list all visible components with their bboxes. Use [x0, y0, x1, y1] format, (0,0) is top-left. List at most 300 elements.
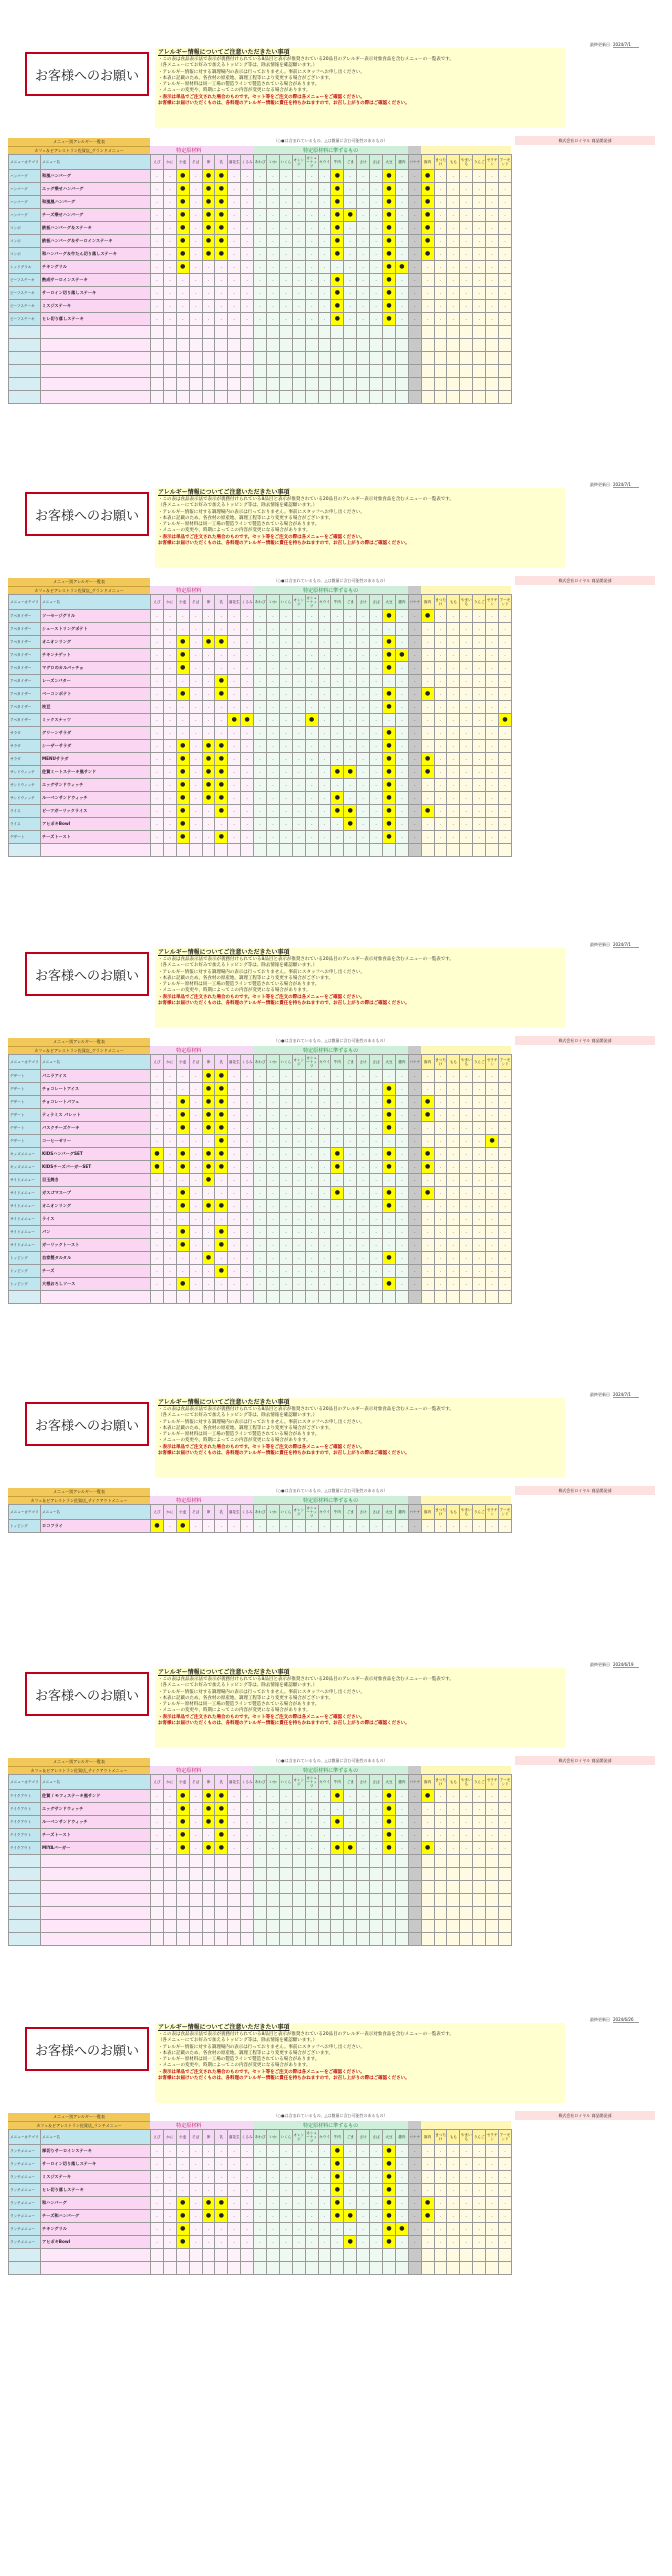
allergen-cell: - [408, 2210, 421, 2223]
allergen-cell [357, 1933, 370, 1946]
row-category [9, 365, 41, 378]
row-menu-name: アヒポキBowl [41, 2236, 151, 2249]
allergen-cell [202, 1894, 215, 1907]
allergen-cell [202, 1933, 215, 1946]
allergen-cell: - [254, 2184, 267, 2197]
empty-row [9, 844, 512, 857]
allergen-cell: - [434, 1829, 447, 1842]
header-allergen: キウイ [318, 1775, 331, 1790]
allergen-cell: - [254, 1122, 267, 1135]
allergen-cell: - [408, 1174, 421, 1187]
allergen-cell: - [241, 1187, 254, 1200]
header-allergen: さけ [357, 1055, 370, 1070]
allergen-cell: - [267, 1265, 280, 1278]
allergen-cell: - [151, 287, 164, 300]
allergen-cell: - [499, 2223, 512, 2236]
allergen-cell: - [318, 753, 331, 766]
allergen-cell: - [473, 2184, 486, 2197]
allergen-cell: - [202, 1213, 215, 1226]
allergen-cell: - [486, 2210, 499, 2223]
header-allergen: ゼラチン [486, 1775, 499, 1790]
allergen-cell: - [279, 1816, 292, 1829]
allergen-cell: - [318, 2223, 331, 2236]
allergen-cell: - [279, 313, 292, 326]
allergen-cell: - [163, 1520, 176, 1533]
allergen-cell: - [279, 1122, 292, 1135]
allergen-cell: - [305, 2223, 318, 2236]
allergen-mark: ● [331, 805, 344, 818]
allergen-cell [318, 2249, 331, 2262]
header-allergen: 鶏肉 [395, 155, 408, 170]
allergen-cell [215, 339, 228, 352]
allergen-mark: ● [383, 2171, 396, 2184]
allergen-cell: - [292, 248, 305, 261]
allergen-cell: - [189, 313, 202, 326]
allergen-cell: - [370, 313, 383, 326]
allergen-cell: - [163, 831, 176, 844]
allergen-cell [241, 1881, 254, 1894]
allergen-cell [228, 1855, 241, 1868]
header-allergen: 小麦 [176, 2130, 189, 2145]
header-allergen: 乳 [215, 1055, 228, 1070]
allergen-cell: - [460, 740, 473, 753]
allergen-cell: - [434, 610, 447, 623]
allergen-cell: - [228, 675, 241, 688]
allergen-cell: - [189, 1226, 202, 1239]
allergen-cell: - [267, 2184, 280, 2197]
allergen-cell: - [241, 649, 254, 662]
allergen-cell: - [473, 235, 486, 248]
allergen-cell: - [292, 261, 305, 274]
allergen-cell: - [344, 1187, 357, 1200]
allergen-cell: - [357, 753, 370, 766]
allergen-mark: ● [421, 2197, 434, 2210]
allergen-cell: - [421, 1278, 434, 1291]
header-allergen: アーモンド [499, 2130, 512, 2145]
allergen-cell: - [383, 1239, 396, 1252]
allergen-cell: - [215, 623, 228, 636]
allergen-cell: - [241, 805, 254, 818]
allergen-cell: - [447, 1520, 460, 1533]
allergen-cell [473, 1920, 486, 1933]
allergen-cell: - [434, 662, 447, 675]
allergen-cell: - [421, 2158, 434, 2171]
allergen-mark: ● [383, 196, 396, 209]
allergen-cell: - [395, 1213, 408, 1226]
allergen-mark: ● [331, 196, 344, 209]
allergen-cell: - [447, 313, 460, 326]
allergen-mark: ● [215, 1829, 228, 1842]
allergen-cell: - [473, 1096, 486, 1109]
allergen-cell: - [318, 688, 331, 701]
allergen-cell [318, 1920, 331, 1933]
allergen-cell: - [434, 261, 447, 274]
allergen-cell: - [434, 1148, 447, 1161]
allergen-cell: - [447, 2223, 460, 2236]
allergen-cell: - [408, 1265, 421, 1278]
allergen-mark: ● [421, 805, 434, 818]
allergen-cell: - [241, 818, 254, 831]
allergen-cell: - [151, 2145, 164, 2158]
allergen-cell: - [254, 779, 267, 792]
header-allergen: さけ [357, 595, 370, 610]
allergen-cell: - [395, 1278, 408, 1291]
allergen-cell [267, 365, 280, 378]
table-row [9, 662, 512, 675]
header-allergen: りんご [473, 1775, 486, 1790]
allergen-cell: - [447, 1122, 460, 1135]
allergen-cell: - [395, 209, 408, 222]
header-allergen: アーモンド [499, 1055, 512, 1070]
row-menu-name [41, 1907, 151, 1920]
allergen-cell: - [254, 688, 267, 701]
header-menu-category: メニューカテゴリ [9, 1505, 41, 1520]
table-row [9, 287, 512, 300]
allergen-cell: - [499, 727, 512, 740]
allergen-cell: - [241, 1278, 254, 1291]
allergen-cell: - [408, 248, 421, 261]
allergen-mark: ● [331, 209, 344, 222]
allergen-cell: - [357, 1122, 370, 1135]
allergen-cell: - [279, 196, 292, 209]
allergen-mark: ● [176, 2223, 189, 2236]
allergen-cell [292, 1291, 305, 1304]
allergen-cell [434, 365, 447, 378]
allergen-cell: - [357, 1816, 370, 1829]
allergen-cell [331, 844, 344, 857]
allergen-cell: - [434, 209, 447, 222]
last-updated-value: 2024/6/19 [613, 1662, 639, 1668]
allergen-cell: - [331, 623, 344, 636]
group-specific-materials: 特定原材料 [150, 1046, 227, 1054]
header-menu-category: メニューカテゴリ [9, 1775, 41, 1790]
allergen-cell: - [202, 610, 215, 623]
allergen-cell: - [254, 287, 267, 300]
allergen-cell: - [228, 300, 241, 313]
allergen-cell: - [267, 714, 280, 727]
allergen-cell: - [267, 2145, 280, 2158]
allergen-cell: - [202, 701, 215, 714]
header-allergen: カシューナッツ [306, 1775, 317, 1789]
row-category: デザート [9, 1122, 41, 1135]
table-row [9, 1239, 512, 1252]
table-header-row [9, 155, 512, 170]
allergen-mark: ● [383, 300, 396, 313]
allergen-cell: - [331, 1226, 344, 1239]
allergen-cell [228, 326, 241, 339]
allergen-cell: - [151, 1252, 164, 1265]
page-title: お客様へのお願い [25, 1672, 149, 1716]
allergen-mark: ● [215, 1161, 228, 1174]
allergen-cell: - [447, 261, 460, 274]
row-category [9, 2262, 41, 2275]
allergen-cell: - [163, 1213, 176, 1226]
allergen-cell: - [370, 300, 383, 313]
allergen-cell [408, 378, 421, 391]
allergen-cell: - [395, 662, 408, 675]
last-updated-label: 最終更新日 [590, 482, 610, 487]
allergen-mark: ● [215, 1148, 228, 1161]
table-row [9, 2171, 512, 2184]
allergen-cell [163, 391, 176, 404]
header-allergen: さば [370, 2130, 383, 2145]
allergen-mark: ● [215, 1096, 228, 1109]
row-category: ランチメニュー [9, 2184, 41, 2197]
allergen-cell: - [421, 1135, 434, 1148]
allergen-cell: - [279, 209, 292, 222]
allergen-cell [434, 326, 447, 339]
allergen-cell [486, 1291, 499, 1304]
allergen-cell: - [202, 1135, 215, 1148]
allergen-cell: - [460, 2223, 473, 2236]
allergen-cell: - [395, 1520, 408, 1533]
allergen-cell [176, 352, 189, 365]
allergen-cell: - [292, 209, 305, 222]
allergen-cell: - [163, 2158, 176, 2171]
allergen-cell: - [434, 300, 447, 313]
allergen-cell [305, 1881, 318, 1894]
notice-line: ・メニューの変更や、時期によってこの内容が変更になる場合があります。 [158, 988, 311, 994]
allergen-cell: - [215, 1520, 228, 1533]
allergen-cell: - [395, 2184, 408, 2197]
allergen-mark: ● [176, 1187, 189, 1200]
allergen-cell: - [344, 779, 357, 792]
allergen-mark: ● [176, 1842, 189, 1855]
allergen-cell [202, 391, 215, 404]
table-row [9, 1803, 512, 1816]
allergen-cell: - [460, 636, 473, 649]
allergen-cell: - [486, 753, 499, 766]
header-allergen: アーモンド [499, 1775, 512, 1790]
allergen-cell: - [267, 2197, 280, 2210]
allergen-cell [357, 1920, 370, 1933]
allergen-cell [228, 1868, 241, 1881]
header-allergen: りんご [473, 1055, 486, 1070]
header-allergen: キウイ [318, 1505, 331, 1520]
allergen-cell: - [408, 300, 421, 313]
allergen-cell [460, 2249, 473, 2262]
allergen-cell: - [279, 688, 292, 701]
allergen-mark: ● [215, 831, 228, 844]
group-excluded [408, 146, 421, 154]
allergen-cell: - [357, 779, 370, 792]
allergen-mark: ● [383, 636, 396, 649]
allergen-mark: ● [215, 766, 228, 779]
allergen-cell: - [163, 701, 176, 714]
allergen-mark: ● [331, 2210, 344, 2223]
table-row [9, 300, 512, 313]
allergen-cell: - [421, 1083, 434, 1096]
allergen-cell: - [318, 649, 331, 662]
allergen-cell: - [189, 300, 202, 313]
allergen-cell: - [408, 2223, 421, 2236]
allergen-cell [383, 378, 396, 391]
allergen-mark: ● [486, 1135, 499, 1148]
allergen-cell: - [267, 1070, 280, 1083]
row-menu-name [41, 391, 151, 404]
allergen-cell: - [447, 183, 460, 196]
allergen-cell [370, 365, 383, 378]
allergen-cell: - [370, 261, 383, 274]
allergen-cell: - [434, 196, 447, 209]
allergen-cell [151, 1933, 164, 1946]
allergen-mark: ● [202, 1816, 215, 1829]
header-allergen: キウイ [318, 595, 331, 610]
allergen-cell: - [254, 170, 267, 183]
allergen-cell: - [434, 1252, 447, 1265]
allergen-cell: - [305, 1278, 318, 1291]
header-allergen: かに [163, 595, 176, 610]
header-allergen: かに [163, 1775, 176, 1790]
allergen-cell: - [228, 753, 241, 766]
group-specific-materials: 特定原材料 [150, 1496, 227, 1504]
allergen-cell: - [189, 1803, 202, 1816]
allergen-cell [267, 844, 280, 857]
allergen-cell: - [189, 248, 202, 261]
allergen-cell [408, 1855, 421, 1868]
allergen-cell [215, 378, 228, 391]
allergen-cell: - [486, 196, 499, 209]
allergen-cell [318, 339, 331, 352]
table-header-row [9, 1055, 512, 1070]
allergen-cell [215, 1855, 228, 1868]
allergen-cell: - [279, 1187, 292, 1200]
allergen-cell: - [344, 222, 357, 235]
allergen-cell [318, 1855, 331, 1868]
allergen-cell [318, 844, 331, 857]
allergen-cell: - [486, 209, 499, 222]
allergen-mark: ● [215, 1083, 228, 1096]
allergen-cell [395, 391, 408, 404]
allergen-mark: ● [176, 1816, 189, 1829]
allergen-cell [434, 2262, 447, 2275]
allergen-cell: - [370, 1109, 383, 1122]
allergen-cell: - [447, 2184, 460, 2197]
row-category: サイドメニュー [9, 1226, 41, 1239]
allergen-cell: - [473, 1790, 486, 1803]
allergen-cell: - [292, 1135, 305, 1148]
allergen-cell: - [370, 235, 383, 248]
allergen-cell: - [292, 1174, 305, 1187]
allergen-cell: - [383, 1174, 396, 1187]
header-allergen: ゼラチン [486, 595, 499, 610]
allergen-cell [254, 1933, 267, 1946]
row-menu-name: グリーンサラダ [41, 727, 151, 740]
allergen-cell [215, 1907, 228, 1920]
allergen-cell [151, 391, 164, 404]
allergen-cell: - [228, 1161, 241, 1174]
allergen-mark: ● [202, 1148, 215, 1161]
allergen-cell: - [241, 1842, 254, 1855]
allergen-cell: - [292, 740, 305, 753]
allergen-cell: - [241, 1174, 254, 1187]
allergen-cell: - [486, 170, 499, 183]
allergen-cell: - [486, 740, 499, 753]
allergen-cell: - [228, 688, 241, 701]
allergen-cell: - [267, 287, 280, 300]
allergen-cell: - [292, 1265, 305, 1278]
allergen-cell: - [370, 1265, 383, 1278]
table-row [9, 1213, 512, 1226]
allergen-cell: - [473, 2171, 486, 2184]
notice-line: ・アレルギー情報に対する調理場内の表示は行っておりません。事前にスタッフへお申し出ください。 [158, 1689, 365, 1695]
header-allergen: そば [189, 1505, 202, 1520]
allergen-cell: - [357, 2145, 370, 2158]
allergen-cell [151, 1881, 164, 1894]
allergen-cell: - [408, 1122, 421, 1135]
allergen-cell: - [151, 1122, 164, 1135]
allergen-cell: - [331, 1278, 344, 1291]
allergen-cell [344, 326, 357, 339]
allergen-mark: ● [215, 222, 228, 235]
allergen-cell: - [151, 753, 164, 766]
allergen-cell: - [499, 287, 512, 300]
allergen-cell: - [228, 1200, 241, 1213]
allergen-cell: - [151, 792, 164, 805]
allergen-cell: - [499, 1265, 512, 1278]
notice-line: ・アレルギー情報に対する調理場内の表示は行っておりません。事前にスタッフへお申し出ください。 [158, 69, 365, 75]
allergen-cell: - [499, 805, 512, 818]
allergen-cell: - [318, 1122, 331, 1135]
mark-legend: （○●は含まれているもの、△は微量に含む可能性のあるもの） [273, 138, 388, 143]
allergen-cell [202, 2249, 215, 2262]
header-allergen: 乳 [215, 155, 228, 170]
group-equivalent-materials: 特定原材料に準ずるもの [253, 1766, 408, 1774]
allergen-cell: - [305, 1083, 318, 1096]
allergen-cell: - [254, 1083, 267, 1096]
allergen-mark: ● [331, 2184, 344, 2197]
allergen-cell [395, 1868, 408, 1881]
allergen-cell: - [305, 792, 318, 805]
allergen-cell: - [241, 1161, 254, 1174]
allergen-cell: - [357, 1187, 370, 1200]
header-allergen: 大豆 [383, 155, 396, 170]
last-updated [590, 482, 639, 488]
allergen-cell: - [357, 1161, 370, 1174]
allergen-cell: - [460, 1122, 473, 1135]
allergen-cell: - [408, 1135, 421, 1148]
allergen-mark: ● [383, 805, 396, 818]
allergen-cell [447, 1868, 460, 1881]
header-allergen: アーモンド [499, 595, 512, 610]
allergen-cell: - [421, 662, 434, 675]
allergen-cell: - [486, 1200, 499, 1213]
allergen-cell [163, 352, 176, 365]
allergen-cell: - [189, 2158, 202, 2171]
allergen-cell: - [267, 2171, 280, 2184]
allergen-cell: - [254, 1803, 267, 1816]
allergen-cell: - [267, 1816, 280, 1829]
allergen-cell [254, 844, 267, 857]
row-category: アペタイザー [9, 610, 41, 623]
allergen-cell: - [357, 287, 370, 300]
allergen-cell: - [318, 2158, 331, 2171]
allergen-cell: - [357, 1265, 370, 1278]
allergen-cell [408, 1881, 421, 1894]
allergen-cell: - [241, 766, 254, 779]
allergen-cell: - [434, 1187, 447, 1200]
allergen-cell: - [421, 287, 434, 300]
row-category [9, 1855, 41, 1868]
allergen-cell: - [499, 2210, 512, 2223]
allergen-cell: - [292, 2158, 305, 2171]
allergen-mark: ● [331, 1842, 344, 1855]
allergen-cell: - [370, 274, 383, 287]
allergen-cell: - [241, 740, 254, 753]
allergen-cell: - [254, 2236, 267, 2249]
allergen-cell: - [305, 1816, 318, 1829]
allergen-cell: - [267, 675, 280, 688]
